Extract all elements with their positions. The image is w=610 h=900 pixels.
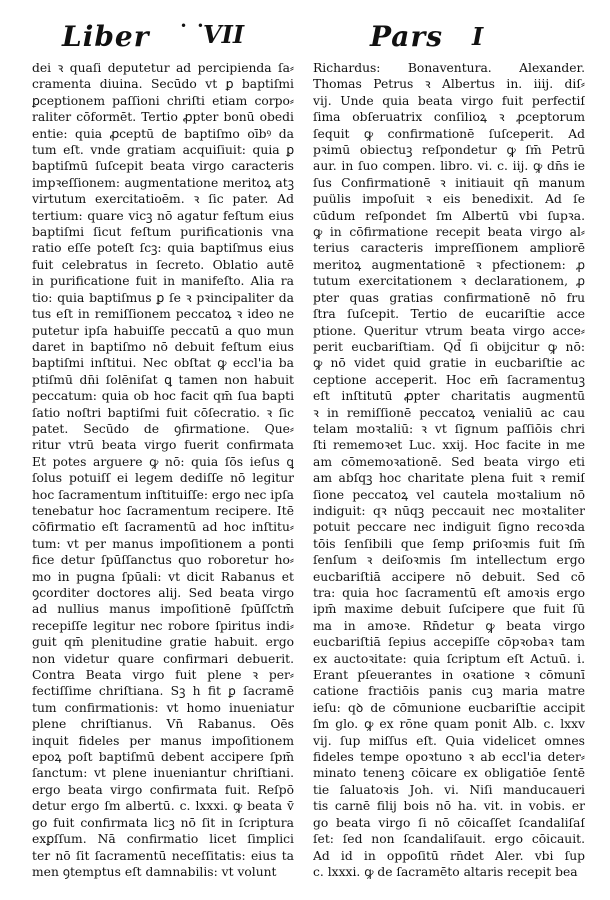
text-line: ſanctum: vt plene inueniantur chriſtiani. [32, 766, 294, 781]
text-line: non videtur quare confirmari debuerit. [32, 651, 294, 666]
text-line: ſet: ſed non ſcandaliſauit. ergo cōicauit. [313, 832, 585, 847]
text-line: recepiſſe legitur nec robore ſpiritus indi⸗ [32, 618, 294, 633]
text-line: guit qm̄ plenitudine gratie habuit. ergo [32, 635, 294, 650]
text-line: tum: vt per manus impoſitionem a ponti [32, 536, 294, 551]
text-line: dei ꝛ quaſi deputetur ad percipienda ſa⸗ [32, 61, 294, 75]
text-line: ſione peccatoꝝ vel cautela moꝛtalium nō [313, 487, 585, 502]
text-line: ipm̄ maxime debuit ſuſcipere que fuit ſū [313, 602, 585, 617]
text-line: ritur vtrū beata virgo fuerit confirmata [32, 438, 294, 453]
text-line: minato tenenꝫ cōicare ex obligatiōe ſentē [313, 766, 585, 781]
text-line: ꝯcorditer doctores alij. Sed beata virgo [32, 586, 294, 600]
text-line: fice detur ſpūſſanctus quo roboretur ho⸗ [32, 553, 294, 568]
text-line: aur. in ſuo compen. libro. vi. c. iij. ꝙ dn̄s ie [313, 159, 585, 174]
text-line: raliter cōformēt. Tertio ꝓpter bonū obedi [32, 110, 294, 125]
text-line: tōis ſenſibili que ſemp ꝑriſoꝛmis fuit ſm̄ [313, 536, 585, 551]
running-head-pars: Pars [370, 20, 443, 53]
text-line: ſolus potuiſſ ei legem dediſſe nō legitur [32, 471, 294, 486]
text-line: putetur ipſa habuiſſe peccatū a quo mun [32, 323, 294, 338]
text-line: mo in pugna ſpūali: vt dicit Rabanus et [32, 569, 294, 584]
text-line: Erant pſeuerantes in oꝛatione ꝛ cōmunī [313, 668, 585, 683]
text-line: ſtra ſuſcepit. Tertio de eucariſtie acce [313, 307, 585, 322]
text-line: inquit fideles per manus impoſitionem [32, 733, 294, 748]
text-line: daret in baptiſmo nō debuit feſtum eius [32, 339, 294, 354]
text-line: catione fractiōis panis cuꝫ maria matre [313, 684, 585, 699]
running-head-liber: Liber [62, 20, 150, 53]
text-line: tus eſt in remiſſionem peccatoꝝ ꝛ ideo ne [32, 307, 294, 322]
text-line: men ꝯtemptus eſt damnabilis: vt volunt [32, 864, 277, 879]
text-line: ſatio noſtri baptiſmi fuit cōſecratio. ꝛ ſic [32, 405, 294, 420]
text-line: plene chriſtianus. Vn̄ Rabanus. Oēs [32, 717, 294, 732]
text-line: ieſu: qꝺ de cōmunione eucbariſtie accipit [313, 700, 585, 715]
text-line: go beata virgo ſi nō cōicaſſet ſcandaliſaſ [313, 815, 585, 830]
text-line: ſenſum ꝛ deiſoꝛmis ſm intellectum ergo [313, 553, 585, 568]
text-line: entie: quia ꝓceptū de baptiſmo oībꝰ da [32, 126, 294, 141]
text-line: am abſqꝫ hoc charitate plena fuit ꝛ remiſ [313, 471, 585, 486]
text-line: ptiſmū dn̄i ſolēniſat ꝗ tamen non habuit [32, 372, 294, 387]
text-line: tum eſt. vnde gratiam acquiſiuit: quia ꝑ [32, 143, 294, 158]
text-line: ſus Confirmationē ꝛ initiauit qn̄ manum [313, 175, 585, 190]
text-line: c. lxxxi. ꝙ de ſacramēto altaris recepit bea [313, 864, 578, 879]
text-line: ma in amoꝛe. Rn̄detur ꝙ beata virgo [313, 618, 585, 633]
text-line: go fuit confirmata licꝫ nō ſit in ſcriptura [32, 815, 294, 830]
text-line: tutum exercitationem ꝛ declarationem, ꝓ [313, 274, 585, 289]
text-line: tie ſaluatoꝛis Joh. vi. Niſi manducaueri [313, 782, 585, 797]
text-line: eucbariſtiā accipere nō debuit. Sed cō [313, 569, 585, 584]
header-ornament: • • [180, 19, 207, 33]
text-line: hoc ſacramentum inſtituiſſe: ergo nec ipſa [32, 487, 294, 502]
text-line: virtutum exercitatioēm. ꝛ ſic pater. Ad [32, 192, 294, 207]
text-line: ꝛ in remiſſionē peccatoꝝ venialiū ac cau [313, 405, 585, 420]
text-line: pꝛimū obiectuꝫ reſpondetur ꝙ ſm̄ Petrū [313, 143, 585, 158]
text-line: ſm glo. ꝙ ex rōne quam ponit Alb. c. lxxv [313, 717, 585, 732]
text-line: fideles tempe opoꝛtuno ꝛ ab eccl'ia deter⸗ [313, 750, 585, 765]
text-line: fuit celebratus in ſecreto. Oblatio autē [32, 257, 294, 272]
text-line: Ad id in oppoſitū rn̄det Aler. vbi ſup [313, 848, 585, 863]
text-line: Richardus: Bonaventura. Alexander. [313, 61, 585, 75]
text-line: ſti rememoꝛet Luc. xxij. Hoc facite in me [313, 438, 585, 453]
text-line: perit eucbariſtiam. Qd̄ ſi obijcitur ꝙ nō: [313, 339, 585, 354]
text-line: terius caracteris impreſſionem ampliorē [313, 241, 585, 256]
text-line: am cōmemoꝛationē. Sed beata virgo eti [313, 454, 585, 469]
text-line: tis carnē filij bois nō ha. vit. in vobis. er [313, 799, 585, 814]
text-line: potuit peccare nec indiguit ſigno recoꝛda [313, 520, 585, 535]
text-line: eſt inſtitutū ꝓpter charitatis augmentū [313, 389, 585, 404]
text-line: patet. Secūdo de ꝯfirmatione. Que⸗ [32, 421, 294, 436]
text-line: epoꝝ poſt baptiſmū debent accipere ſpm̄ [32, 750, 294, 765]
right-text-column [313, 60, 585, 890]
text-line: impꝛeſſionem: augmentatione meritoꝝ atꝫ [32, 175, 294, 190]
text-line: baptiſmi inſtitui. Nec obſtat ꝙ eccl'ia ba [32, 356, 294, 371]
text-line: vij. ſup miſſus eſt. Quia videlicet omnes [313, 733, 585, 748]
text-line: ex auctoꝛitate: quia ſcriptum eſt Actuū. i. [313, 651, 585, 666]
text-line: peccatum: quia ob hoc facit qm̄ ſua bapti [32, 389, 294, 404]
text-line: exꝑſſum. Nā confirmatio licet ſimplici [32, 832, 294, 847]
text-line: in purificatione fuit in manifeſto. Alia ra [32, 274, 294, 289]
text-line: pter quas gratias confirmationē nō fru [313, 290, 585, 305]
text-line: baptiſmū ſuſcepit beata virgo caracteris [32, 159, 294, 174]
text-line: cōfirmatio eſt ſacramentū ad hoc inſtitu⸗ [32, 520, 294, 535]
text-line: puülis impoſuit ꝛ eis benedixit. Ad ſe [313, 192, 585, 207]
text-line: vij. Unde quia beata virgo fuit perfectiſ [313, 93, 585, 108]
text-line: tertium: quare vicꝫ nō agatur feſtum eius [32, 208, 294, 223]
text-line: tum confirmationis: vt homo inueniatur [32, 700, 294, 715]
text-line: fectiſſime chriſtiana. Sꝫ h fit ꝑ ſacramē [32, 684, 294, 699]
text-line: ratio eſſe poteſt ſcꝫ: quia baptiſmus eius [32, 241, 294, 256]
part-number: I [472, 22, 484, 51]
page-header [0, 0, 610, 58]
text-line: tenebatur hoc ſacramentum recipere. Itē [32, 503, 294, 518]
text-line: ꝙ in cōfirmatione recepit beata virgo al⸗ [313, 225, 585, 240]
text-line: Et potes arguere ꝙ nō: quia ſōs ieſus ꝗ [32, 454, 294, 469]
text-line: baptiſmi ſicut feſtum purificationis vna [32, 225, 294, 240]
left-text-column [32, 60, 294, 890]
text-line: ꝙ nō videt quid gratie in eucbariſtie ac [313, 356, 585, 371]
text-line: cramenta diuina. Secūdo vt ꝑ baptiſmi [32, 77, 294, 92]
text-line: ceptione acceperit. Hoc em̄ ſacramentuꝫ [313, 372, 585, 387]
text-line: ꝑceptionem paſſioni chriſti etiam corpo⸗ [32, 93, 294, 108]
text-line: tra: quia hoc ſacramentū eſt amoꝛis ergo [313, 586, 585, 600]
text-line: cūdum reſpondet ſm Albertū vbi ſupꝛa. [313, 208, 585, 223]
text-line: ptione. Queritur vtrum beata virgo acce⸗ [313, 323, 585, 338]
text-line: ad nullius manus impoſitionē ſpūſſctm̄ [32, 602, 294, 617]
text-line: eucbariſtiā ſepius accepiſſe cōpꝛobaꝛ tam [313, 635, 585, 650]
text-line: telam moꝛtaliū: ꝛ vt ſignum paſſiōis chri [313, 421, 585, 436]
text-line: ter nō ſit ſacramentū neceſſitatis: eius ta [32, 848, 294, 863]
text-line: meritoꝝ augmentationē ꝛ pfectionem: ꝓ [313, 257, 585, 272]
text-line: ſima obſeruatrix conſilioꝝ ꝛ ꝓceptorum [313, 110, 585, 125]
text-line: ſequit ꝙ confirmationē ſuſceperit. Ad [313, 126, 585, 141]
text-line: detur ergo ſm albertū. c. lxxxi. ꝙ beata v̄ [32, 799, 294, 814]
text-line: ergo beata virgo confirmata fuit. Reſpō [32, 782, 294, 797]
book-number: VII [203, 20, 245, 49]
text-line: indiguit: qꝛ nūqꝫ peccauit nec moꝛtaliter [313, 503, 585, 518]
text-line: Contra Beata virgo fuit plene ꝛ per⸗ [32, 668, 294, 683]
text-line: Thomas Petrus ꝛ Albertus in. iiij. diſ⸗ [313, 77, 585, 92]
text-line: tio: quia baptiſmus ꝑ ſe ꝛ pꝛincipaliter da [32, 290, 294, 305]
